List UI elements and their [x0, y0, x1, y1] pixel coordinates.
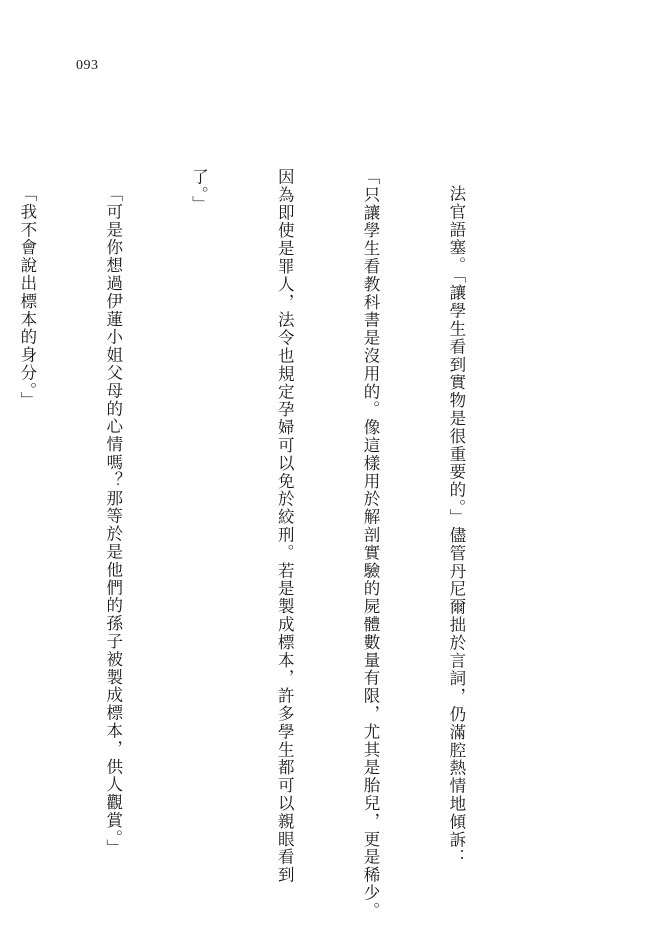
text-line: 「可是你想過伊蓮小姐父母的心情嗎？那等於是他們的孫子被製成標本，供人觀賞。」 [103, 184, 123, 857]
text-line: 法官語塞。「讓學生看到實物是很重要的。」儘管丹尼爾拙於言詞，仍滿腔熱情地傾訴： [446, 184, 466, 867]
text-line: 因為即使是罪人，法令也規定孕婦可以免於絞刑。若是製成標本，許多學生都可以親眼看到 [275, 168, 295, 884]
text-line: 了。」 [189, 168, 209, 214]
text-line: 「只讓學生看教科書是沒用的。像這樣用於解剖實驗的屍體數量有限，尤其是胎兒，更是稀少。 [361, 168, 381, 920]
page-number: 093 [76, 58, 99, 73]
text-line: 「我不會說出標本的身分。」 [17, 184, 37, 409]
vertical-text-body [0, 168, 527, 920]
